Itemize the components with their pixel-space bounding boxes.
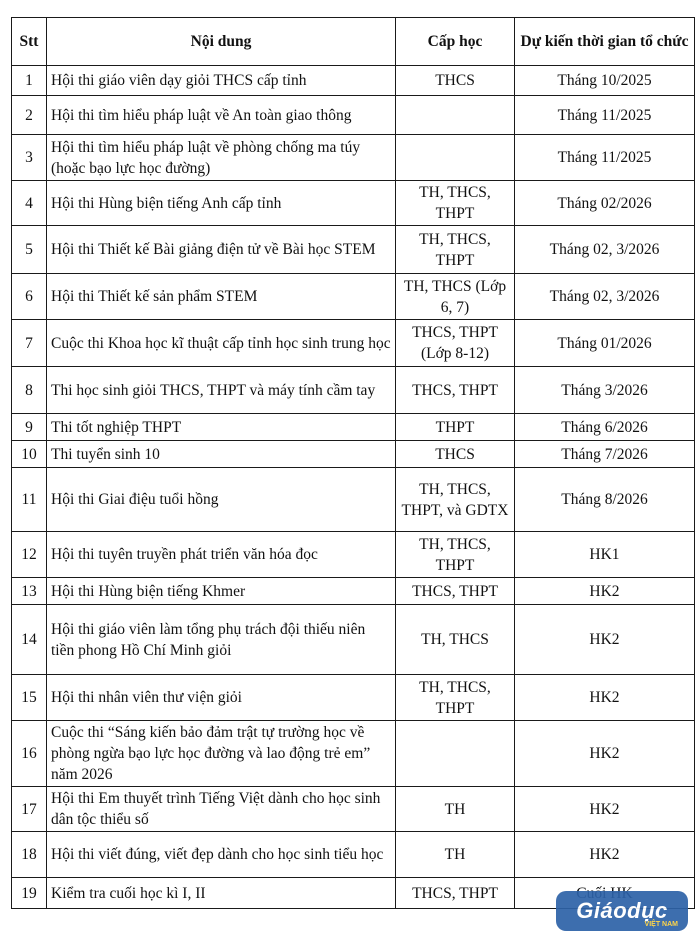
table-row xyxy=(12,721,695,787)
row-time: Tháng 11/2025 xyxy=(515,96,695,135)
row-level: TH, THCS xyxy=(396,605,515,675)
row-level: TH, THCS (Lớp 6, 7) xyxy=(396,274,515,320)
row-stt: 12 xyxy=(12,532,47,578)
table-body xyxy=(12,66,695,909)
row-time: Tháng 6/2026 xyxy=(515,414,695,441)
table-row xyxy=(12,226,695,274)
row-level xyxy=(396,721,515,787)
table-row xyxy=(12,578,695,605)
row-stt: 6 xyxy=(12,274,47,320)
row-time: Tháng 8/2026 xyxy=(515,468,695,532)
row-content: Hội thi Hùng biện tiếng Anh cấp tỉnh xyxy=(47,181,396,226)
table-row xyxy=(12,787,695,832)
row-content: Hội thi viết đúng, viết đẹp dành cho học sinh tiểu học xyxy=(47,832,396,878)
row-content: Thi tốt nghiệp THPT xyxy=(47,414,396,441)
row-level: TH, THCS, THPT, và GDTX xyxy=(396,468,515,532)
row-stt: 14 xyxy=(12,605,47,675)
row-time: HK2 xyxy=(515,832,695,878)
row-stt: 10 xyxy=(12,441,47,468)
watermark-subtext: VIỆT NAM xyxy=(644,921,678,928)
row-content: Hội thi giáo viên làm tổng phụ trách đội thiếu niên tiền phong Hồ Chí Minh giỏi xyxy=(47,605,396,675)
table-row xyxy=(12,414,695,441)
row-time: HK2 xyxy=(515,605,695,675)
row-time: HK2 xyxy=(515,578,695,605)
row-time: Tháng 7/2026 xyxy=(515,441,695,468)
header-row xyxy=(12,18,695,66)
table-row xyxy=(12,367,695,414)
row-content: Thi học sinh giỏi THCS, THPT và máy tính cầm tay xyxy=(47,367,396,414)
row-stt: 3 xyxy=(12,135,47,181)
row-level: TH, THCS, THPT xyxy=(396,181,515,226)
row-content: Hội thi tuyên truyền phát triển văn hóa đọc xyxy=(47,532,396,578)
row-stt: 9 xyxy=(12,414,47,441)
row-level: THCS, THPT xyxy=(396,367,515,414)
watermark-text: Giáodục xyxy=(576,898,668,923)
table-row xyxy=(12,274,695,320)
row-time: Tháng 01/2026 xyxy=(515,320,695,367)
row-content: Hội thi tìm hiểu pháp luật về phòng chống ma túy (hoặc bạo lực học đường) xyxy=(47,135,396,181)
row-level xyxy=(396,135,515,181)
header-level: Cấp học xyxy=(396,18,515,66)
row-level: THPT xyxy=(396,414,515,441)
row-time: Tháng 02, 3/2026 xyxy=(515,274,695,320)
table-row xyxy=(12,96,695,135)
row-time: HK2 xyxy=(515,787,695,832)
row-content: Hội thi Giai điệu tuổi hồng xyxy=(47,468,396,532)
row-stt: 8 xyxy=(12,367,47,414)
row-content: Hội thi nhân viên thư viện giỏi xyxy=(47,675,396,721)
row-stt: 7 xyxy=(12,320,47,367)
row-level: TH, THCS, THPT xyxy=(396,532,515,578)
row-content: Hội thi tìm hiểu pháp luật về An toàn giao thông xyxy=(47,96,396,135)
row-time: Tháng 10/2025 xyxy=(515,66,695,96)
row-time: Tháng 11/2025 xyxy=(515,135,695,181)
row-content: Hội thi Hùng biện tiếng Khmer xyxy=(47,578,396,605)
row-stt: 13 xyxy=(12,578,47,605)
row-content: Hội thi Thiết kế sản phẩm STEM xyxy=(47,274,396,320)
table-row xyxy=(12,66,695,96)
row-stt: 4 xyxy=(12,181,47,226)
row-level: THCS, THPT xyxy=(396,878,515,909)
row-content: Cuộc thi Khoa học kĩ thuật cấp tỉnh học sinh trung học xyxy=(47,320,396,367)
row-content: Thi tuyển sinh 10 xyxy=(47,441,396,468)
row-content: Hội thi Thiết kế Bài giảng điện tử về Bài học STEM xyxy=(47,226,396,274)
row-time: HK1 xyxy=(515,532,695,578)
table-row xyxy=(12,441,695,468)
row-content: Hội thi Em thuyết trình Tiếng Việt dành cho học sinh dân tộc thiểu số xyxy=(47,787,396,832)
row-content: Kiểm tra cuối học kì I, II xyxy=(47,878,396,909)
row-time: HK2 xyxy=(515,675,695,721)
competition-schedule-table xyxy=(11,17,695,909)
row-stt: 18 xyxy=(12,832,47,878)
table-row xyxy=(12,675,695,721)
row-stt: 17 xyxy=(12,787,47,832)
row-stt: 19 xyxy=(12,878,47,909)
row-level: TH, THCS, THPT xyxy=(396,226,515,274)
table-row xyxy=(12,605,695,675)
table-row xyxy=(12,181,695,226)
row-level: THCS, THPT (Lớp 8-12) xyxy=(396,320,515,367)
table-row xyxy=(12,532,695,578)
row-level: TH xyxy=(396,787,515,832)
row-level xyxy=(396,96,515,135)
header-time: Dự kiến thời gian tổ chức xyxy=(515,18,695,66)
header-content: Nội dung xyxy=(47,18,396,66)
row-level: TH, THCS, THPT xyxy=(396,675,515,721)
row-time: HK2 xyxy=(515,721,695,787)
row-level: TH xyxy=(396,832,515,878)
row-level: THCS xyxy=(396,66,515,96)
table-row xyxy=(12,320,695,367)
table-row xyxy=(12,832,695,878)
row-level: THCS, THPT xyxy=(396,578,515,605)
table-row xyxy=(12,468,695,532)
row-stt: 11 xyxy=(12,468,47,532)
table-row xyxy=(12,135,695,181)
row-time: Tháng 3/2026 xyxy=(515,367,695,414)
giaoduc-watermark-logo xyxy=(556,891,688,931)
row-level: THCS xyxy=(396,441,515,468)
row-stt: 16 xyxy=(12,721,47,787)
row-stt: 15 xyxy=(12,675,47,721)
row-stt: 1 xyxy=(12,66,47,96)
row-time: Tháng 02/2026 xyxy=(515,181,695,226)
row-content: Cuộc thi “Sáng kiến bảo đảm trật tự trường học về phòng ngừa bạo lực học đường và lao động trẻ em” năm 2026 xyxy=(47,721,396,787)
header-stt: Stt xyxy=(12,18,47,66)
row-content: Hội thi giáo viên dạy giỏi THCS cấp tỉnh xyxy=(47,66,396,96)
row-stt: 5 xyxy=(12,226,47,274)
row-stt: 2 xyxy=(12,96,47,135)
row-time: Tháng 02, 3/2026 xyxy=(515,226,695,274)
